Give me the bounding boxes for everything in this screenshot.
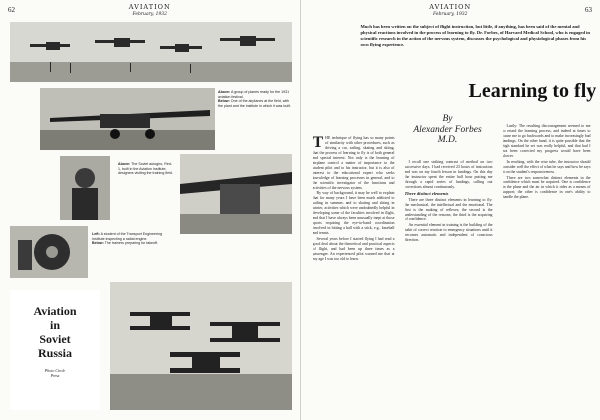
engine-image bbox=[10, 226, 88, 278]
caption-mid-text: The Soviet autogiro, Red-1, built in the Aviation Institute, designers visiting the training field. bbox=[118, 162, 173, 176]
col3-paragraph-2: In reaching, with the wise tube, the instructor should consider well the effect of what he says and how he says it on the student's responsiveness. bbox=[502, 159, 591, 174]
article-column-3 bbox=[503, 124, 591, 412]
byline-by: By bbox=[442, 114, 453, 124]
col2-subhead: Three distinct elements bbox=[404, 190, 449, 196]
col1-paragraph-2: By way of background, it may be well to explain that for many years I have been much addicted to sailing in summer, and to skating and skiing in winter, activities which were undoubtedly helpful in developing some of the faculties involved in flight, and that I have always been unusually inept at those sports requiring the eye-to-hand coordination involved in hitting a ball with a stick, e.g., baseball and tennis. bbox=[312, 191, 395, 236]
article-title: Learning to fly bbox=[468, 80, 597, 102]
article-deck: Much has been written on the subject of flight instruction, but little, if anything, has been said of the mental and physical reactions involved in the process of learning to fly. Dr. Forbes, of Harvard Medical School, who is engaged in scientific research in the action of the nervous system, discusses the psychological and physiological phases from his own flying experience. bbox=[360, 24, 590, 47]
caption-top-lead2: Below: bbox=[218, 99, 230, 104]
photo-aviator-portrait bbox=[60, 156, 110, 220]
caption-low-text: A student of the Transport Engineering Institute inspecting a radial engine. bbox=[92, 232, 162, 241]
sidebar-title-line2: in bbox=[49, 318, 60, 332]
right-running-title: AVIATION bbox=[429, 3, 472, 11]
caption-middle bbox=[118, 162, 174, 176]
article-column-1 bbox=[313, 136, 395, 412]
photo-engine bbox=[10, 226, 88, 278]
col2-paragraph-3: An essential element in training is the building of the habit of correct reaction to emergency situations until it becomes automatic and independent of conscious direction. bbox=[404, 223, 493, 243]
left-running-date: February, 1932 bbox=[132, 12, 168, 17]
plane-hangar-image bbox=[40, 88, 215, 150]
right-running-date: February, 1932 bbox=[432, 12, 468, 17]
photo-biplanes-field bbox=[110, 282, 292, 410]
caption-mid-lead: Above: bbox=[118, 162, 131, 166]
plane-closeup-image bbox=[180, 154, 292, 234]
byline-name2: M.D. bbox=[437, 135, 458, 145]
photo-plane-hangar bbox=[40, 88, 215, 150]
sidebar-title bbox=[10, 290, 100, 360]
biplanes-field-image bbox=[110, 282, 292, 410]
caption-low-text2: The trainers preparing for takeoff. bbox=[104, 241, 158, 246]
right-page bbox=[301, 0, 600, 420]
sidebar-credit-line2: Press bbox=[50, 373, 60, 378]
aviator-portrait-image bbox=[60, 156, 110, 220]
caption-top bbox=[218, 90, 294, 108]
caption-top-text: A group of planes ready for the 1931 aviation festival. bbox=[218, 90, 290, 99]
sidebar-title-line4: Russia bbox=[37, 346, 72, 360]
sidebar-title-line1: Aviation bbox=[33, 304, 77, 318]
planes-lineup-image bbox=[10, 22, 292, 82]
caption-top-text2: One of the airplanes at the field, with the plant and the institute in which it was built. bbox=[218, 99, 291, 108]
col3-paragraph-1: Lastly: The resulting discouragement seemed to me to retard the learning process, and indeed at times to cause me to go backwards and to make increasingly bad landings. On the other hand, it is quite possible that the high standard he set was really helpful, and that had I not been corrected my progress would have been slower. bbox=[502, 124, 591, 158]
col1-paragraph-3: Several years before I started flying I had read a good deal about the theoretical and practical aspects of flight, and had been up three times as a passenger. An experienced pilot warned me that at my age I was too old to learn. bbox=[312, 237, 395, 261]
col2-paragraph-1: I recall one striking contrast of method on two successive days. I had received 23 hours of instruction and was on my fourth lesson in landings. On this day the instructor spent the entire half hour putting me through a rapid series of landings, calling out corrections almost continuously. bbox=[404, 160, 493, 189]
left-running-title: AVIATION bbox=[128, 3, 171, 11]
caption-low-lead: Left: bbox=[92, 232, 100, 236]
sidebar-title-line3: Soviet bbox=[39, 332, 71, 346]
drop-cap: T bbox=[312, 136, 324, 151]
sidebar-credit-line1: Photo Circle bbox=[44, 368, 66, 373]
photo-plane-closeup bbox=[180, 154, 292, 234]
col2-paragraph-2: There are three distinct elements in learning to fly: the mechanical, the intellectual and the emotional. The first is the making of reflexes; the second is the understanding of the reasons; the third is the acquiring of confidence. bbox=[404, 197, 493, 222]
photo-planes-lineup bbox=[10, 22, 292, 82]
caption-low-lead2: Below: bbox=[92, 241, 104, 246]
caption-top-lead: Above: bbox=[218, 90, 231, 94]
col1-paragraph-1: HE technique of flying has so many points of similarity with other procedures, such as driving a car, sailing, skating and skiing, that the process of learning to fly is of both general and special interest. Not only is the learning of airplane control a matter of importance to the student pilot and to his instructor, but it is also of interest to the educational expert who seeks knowledge of learning processes in general, and to the scientific investigator of the functions and activities of the nervous system. bbox=[312, 136, 395, 190]
byline-name1: Alexander Forbes bbox=[413, 124, 482, 135]
right-folio: 63 bbox=[585, 6, 592, 14]
left-running-head bbox=[0, 4, 300, 18]
col3-paragraph-3: There are two somewhat distinct elements in the confidence which must be acquired. One is confidence in the plane and the air in which it rides as a means of support; the other is confidence in one's ability to handle the plane. bbox=[502, 175, 591, 200]
sidebar-credit bbox=[10, 368, 100, 378]
article-column-2 bbox=[405, 160, 493, 412]
right-running-head bbox=[301, 4, 600, 18]
sidebar-title-box bbox=[10, 290, 100, 410]
caption-low bbox=[92, 232, 172, 246]
article-byline bbox=[401, 114, 495, 146]
left-folio: 62 bbox=[8, 6, 15, 14]
